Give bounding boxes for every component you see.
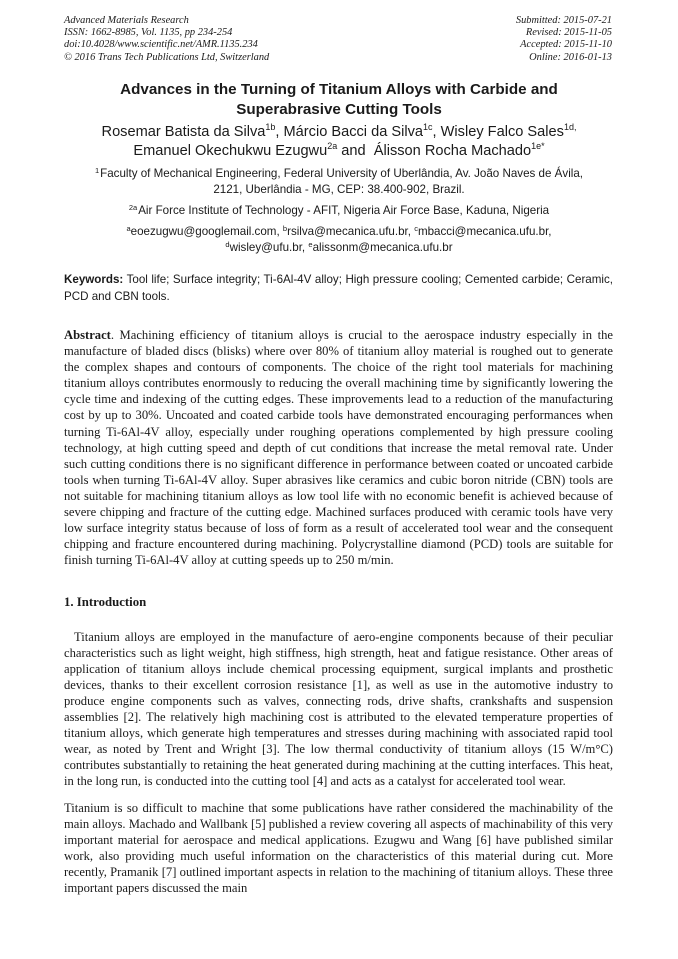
author-affiliation-mark: 2a (327, 140, 338, 151)
abstract-label: Abstract (64, 328, 111, 342)
paper-title (40, 80, 638, 120)
journal-doi: doi:10.4028/www.scientific.net/AMR.1135.234 (64, 39, 258, 51)
author-affiliation-mark: 1e* (531, 140, 545, 151)
author-separator: and (337, 142, 374, 159)
affiliation-mark: 2a (128, 203, 138, 212)
author-name: Wisley Falco Sales (440, 124, 564, 140)
journal-info (64, 15, 269, 64)
date-accepted: Accepted: 2015-11-10 (520, 39, 612, 51)
keywords (64, 272, 613, 306)
abstract (64, 327, 613, 568)
intro-paragraph-2: Titanium is so difficult to machine that some publications have rather considered the machinability of the main alloys. Machado and Wallbank [5] published a review covering all aspects of machinability of this very important material for aerospace and medical applications. Ezugwu and Wang [6] have published similar work, also providing much useful information on the characteristics of this material during cut. More recently, Pramanik [7] outlined important aspects in relation to the machining of titanium alloys. These three important papers discussed the main (64, 801, 613, 895)
email-link[interactable]: mbacci@mecanica.ufu.br, (417, 225, 552, 238)
email-mark: d (225, 240, 230, 250)
email-mark: e (308, 240, 313, 250)
email-link[interactable]: wisley@ufu.br, (229, 241, 309, 255)
author-name: Márcio Bacci da Silva (283, 124, 424, 140)
author-affiliation-mark: 1d, (563, 122, 577, 132)
email-mark: a (126, 224, 131, 233)
author-name: Álisson Rocha Machado (373, 142, 532, 159)
email-mark: c (414, 224, 418, 233)
intro-paragraph-1: Titanium alloys are employed in the manufacture of aero-engine components because of their peculiar characteristics such as light weight, high stiffness, high strength, heat and fatigue resistance. Other areas of application of titanium alloys include chemical processing equipment, surgical implants and prosthetic devices, thanks to their excellent corrosion resistance [1], as well as use in the automotive industry to produce engine components such as valves, connecting rods, drive shafts, crankshafts and suspension assemblies [2]. The relatively high machining cost is attributed to the elevated temperature properties of titanium alloys, which generate high temperatures and stresses during machining with associated rapid tool wear, as noted by Trent and Wright [3]. The low thermal conductivity of titanium alloys (15 W/m°C) contributes substantially to retaining the heat generated during machining at the cutting interfaces. This heat, in the long run, is conducted into the cutting tool [4] and acts as a catalyst for accelerated tool wear. (64, 630, 613, 788)
email-link[interactable]: rsilva@mecanica.ufu.br, (287, 225, 415, 238)
affiliation-text: 2121, Uberlândia - MG, CEP: 38.400-902, Brazil. (213, 183, 465, 197)
affiliation-text: Faculty of Mechanical Engineering, Federal University of Uberlândia, Av. João Naves de Ávila, (100, 167, 584, 180)
journal-name: Advanced Materials Research (64, 15, 189, 26)
author-name: Rosemar Batista da Silva (101, 124, 266, 140)
publication-dates (516, 15, 612, 64)
email-link[interactable]: eoezugwu@googlemail.com, (130, 225, 283, 238)
title-line-1: Advances in the Turning of Titanium Alloys with Carbide and (120, 81, 558, 98)
email-link[interactable]: alissonm@mecanica.ufu.br (312, 241, 453, 255)
author-affiliation-mark: 1b (265, 122, 276, 132)
author-separator: , (432, 124, 441, 140)
section-heading: 1. Introduction (64, 595, 147, 609)
author-affiliation-mark: 1c (423, 122, 433, 132)
abstract-text: . Machining efficiency of titanium alloys is crucial to the aerospace industry especially in the manufacture of bladed discs (blisks) where over 80% of titanium alloy material is roughed out to generate the complex shapes and contours of components. The choice of the right tool materials for machining titanium alloys contributes enormously to reducing the overall machining time by significantly lowering the cycle time and indexing of the cutting edges. These improvements lead to a reduction of the manufacturing cost by up to 30%. Uncoated and coated carbide tools have demonstrated encouraging performances when turning Ti-6Al-4V alloy, especially under roughing operations complemented by high pressure cooling technology, at high cutting speed and depth of cut conditions that increase the metal removal rate. Under such cutting conditions there is no significant difference in performance between coated or uncoated carbide tools when turning Ti-6Al-4V alloy. Super abrasives like ceramics and cubic boron nitride (CBN) tools are not suitable for machining titanium alloys as low tool life with no economic benefit is achieved because of severe chipping and fracture of the cutting edge. Machined surfaces produced with ceramic tools have very low surface integrity status because of loss of form as a result of accelerated tool wear and the consequent chipping and fracture encountered during machining. Polycrystalline diamond (PCD) tools are suitable for finish turning Ti-6Al-4V alloy at cutting speeds up to 250 m/min. (64, 328, 613, 568)
date-revised: Revised: 2015-11-05 (525, 27, 612, 39)
affiliation-2 (40, 203, 638, 219)
date-submitted: Submitted: 2015-07-21 (515, 15, 612, 26)
author-name: Emanuel Okechukwu Ezugwu (133, 142, 328, 159)
affiliation-mark: 1 (94, 166, 100, 175)
title-line-2: Superabrasive Cutting Tools (236, 101, 442, 118)
author-separator: , (275, 124, 284, 140)
keywords-label: Keywords: (64, 273, 124, 286)
keywords-text: Tool life; Surface integrity; Ti-6Al-4V alloy; High pressure cooling; Cemented carbide; Ceramic, PCD and CBN tools. (64, 273, 613, 303)
affiliation-1 (40, 166, 638, 199)
email-mark: b (282, 224, 288, 233)
author-line-2 (30, 142, 648, 161)
date-online: Online: 2016-01-13 (529, 51, 612, 63)
author-list (30, 123, 648, 160)
journal-issn: ISSN: 1662-8985, Vol. 1135, pp 234-254 (64, 27, 233, 39)
author-emails (40, 224, 638, 257)
author-line-1 (30, 123, 648, 142)
journal-copyright: © 2016 Trans Tech Publications Ltd, Switzerland (64, 51, 270, 63)
affiliation-text: Air Force Institute of Technology - AFIT, Nigeria Air Force Base, Kaduna, Nigeria (138, 204, 550, 217)
